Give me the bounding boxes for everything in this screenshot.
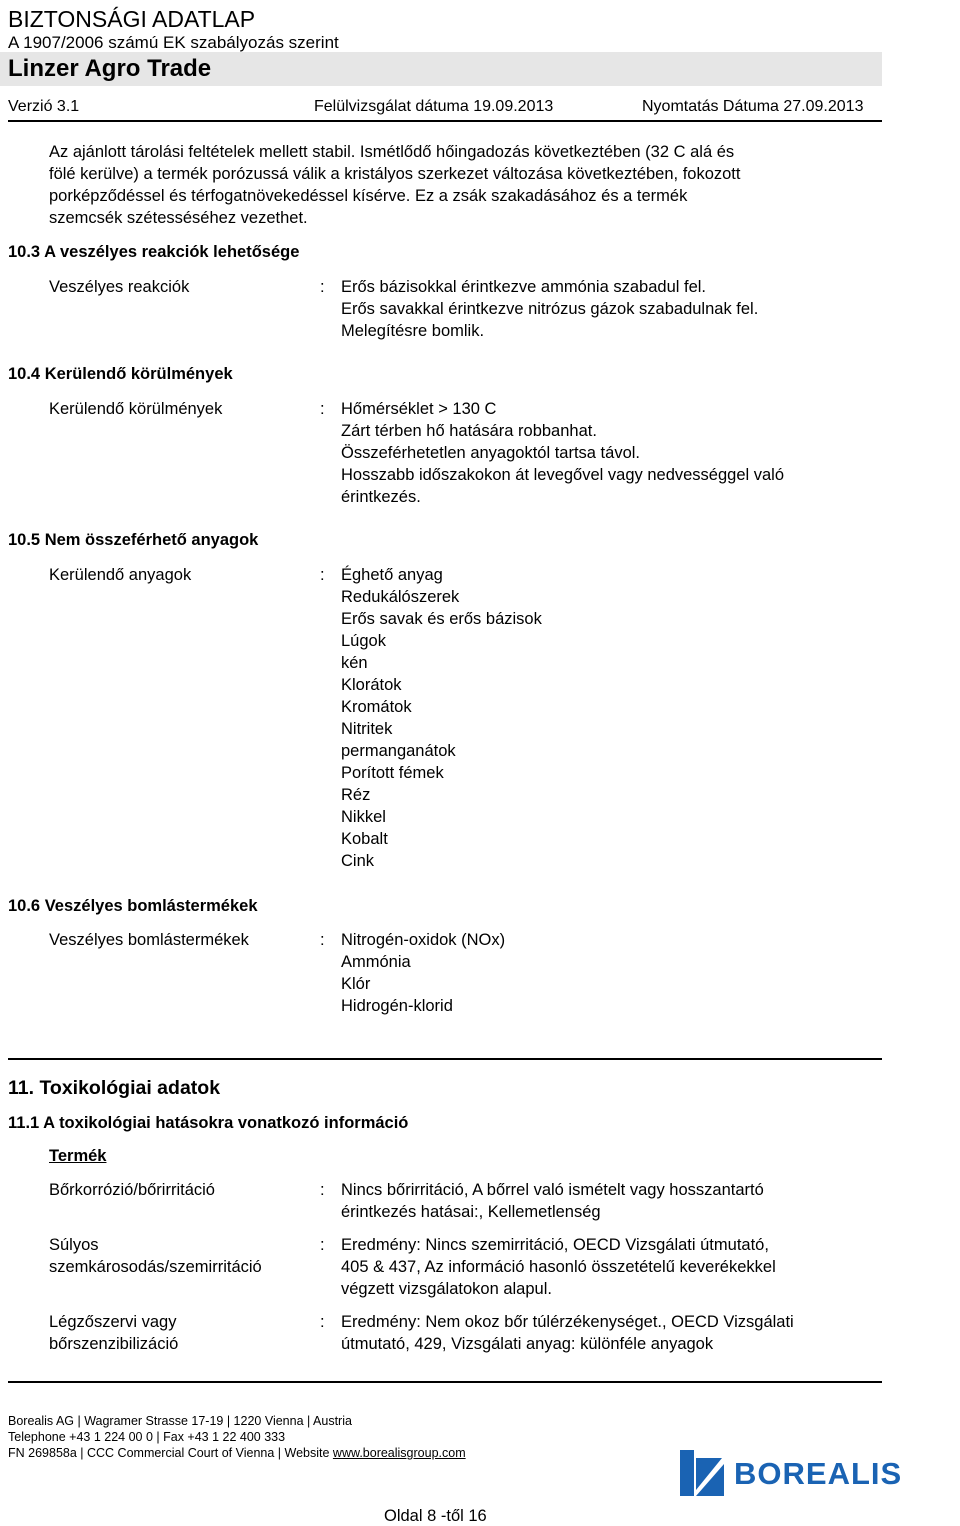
hazardous-reactions-values — [341, 276, 758, 342]
value-line: Hosszabb időszakokon át levegővel vagy nedvességgel való — [341, 466, 785, 484]
footer-contact: Telephone +43 1 224 00 0 | Fax +43 1 22 400 333 — [8, 1430, 286, 1444]
label-line: szemkárosodás/szemirritáció — [49, 1258, 262, 1276]
value-line: érintkezés. — [341, 488, 421, 506]
footer-rule — [8, 1381, 882, 1383]
field-colon: : — [320, 1236, 325, 1254]
revision-date: Felülvizsgálat dátuma 19.09.2013 — [314, 98, 554, 115]
stability-paragraph — [49, 141, 879, 229]
conditions-to-avoid-label: Kerülendő körülmények — [49, 400, 223, 418]
value-line: végzett vizsgálatokon alapul. — [341, 1280, 552, 1298]
decomposition-products-values — [341, 929, 505, 1017]
hazardous-reactions-label: Veszélyes reakciók — [49, 278, 190, 296]
value-line: Redukálószerek — [341, 588, 460, 606]
skin-corrosion-label — [49, 1179, 215, 1201]
value-line: kén — [341, 654, 368, 672]
value-line: útmutató, 429, Vizsgálati anyag: különféle anyagok — [341, 1335, 714, 1353]
paragraph-line: szemcsék szétesséséhez vezethet. — [49, 209, 308, 227]
value-line: Eredmény: Nem okoz bőr túlérzékenységet., OECD Vizsgálati — [341, 1313, 794, 1331]
value-line: Erős savak és erős bázisok — [341, 610, 542, 628]
label-line: Bőrkorrózió/bőrirritáció — [49, 1181, 215, 1199]
document-title: BIZTONSÁGI ADATLAP — [8, 6, 256, 32]
conditions-to-avoid-values — [341, 398, 784, 508]
field-colon: : — [320, 278, 325, 296]
incompatible-materials-values — [341, 564, 542, 872]
sensitisation-label — [49, 1311, 178, 1355]
value-line: Cink — [341, 852, 375, 870]
field-colon: : — [320, 1313, 325, 1331]
footer-registry — [8, 1445, 466, 1461]
section-11-1-heading: 11.1 A toxikológiai hatásokra vonatkozó információ — [8, 1114, 409, 1132]
value-line: Nitrogén-oxidok (NOx) — [341, 931, 506, 949]
borealis-mark-icon — [680, 1450, 724, 1496]
value-line: permanganátok — [341, 742, 456, 760]
value-line: Nikkel — [341, 808, 386, 826]
eye-damage-label — [49, 1234, 262, 1278]
page-number: Oldal 8 -től 16 — [384, 1507, 487, 1525]
skin-corrosion-value — [341, 1179, 764, 1223]
company-bar — [0, 52, 882, 86]
value-line: Éghető anyag — [341, 566, 443, 584]
value-line: Erős bázisokkal érintkezve ammónia szabadul fel. — [341, 278, 707, 296]
product-label: Termék — [49, 1147, 107, 1165]
header-rule — [8, 120, 882, 122]
borealis-logo — [680, 1449, 954, 1497]
footer-registry-text: FN 269858a | CCC Commercial Court of Vienna | Website — [8, 1446, 333, 1460]
company-name: Linzer Agro Trade — [8, 55, 212, 82]
version-label: Verzió 3.1 — [8, 98, 80, 115]
label-line: Légzőszervi vagy — [49, 1313, 177, 1331]
value-line: Réz — [341, 786, 371, 804]
value-line: Hőmérséklet > 130 C — [341, 400, 497, 418]
logo-wordmark: BOREALIS — [734, 1456, 903, 1491]
value-line: Összeférhetetlen anyagoktól tartsa távol. — [341, 444, 640, 462]
eye-damage-value — [341, 1234, 776, 1300]
label-line: bőrszenzibilizáció — [49, 1335, 179, 1353]
value-line: érintkezés hatásai:, Kellemetlenség — [341, 1203, 601, 1221]
section-10-5-heading: 10.5 Nem összeférhető anyagok — [8, 531, 259, 549]
paragraph-line: Az ajánlott tárolási feltételek mellett stabil. Ismétlődő hőingadozás következtében (32 C alá és — [49, 143, 735, 161]
field-colon: : — [320, 931, 325, 949]
incompatible-materials-label: Kerülendő anyagok — [49, 566, 192, 584]
value-line: Nitritek — [341, 720, 393, 738]
value-line: Kromátok — [341, 698, 412, 716]
sensitisation-value — [341, 1311, 794, 1355]
section-11-heading: 11. Toxikológiai adatok — [8, 1077, 221, 1099]
print-date: Nyomtatás Dátuma 27.09.2013 — [642, 98, 864, 115]
label-line: Súlyos — [49, 1236, 99, 1254]
document-subtitle: A 1907/2006 számú EK szabályozás szerint — [8, 33, 339, 52]
value-line: Kobalt — [341, 830, 388, 848]
section-10-4-heading: 10.4 Kerülendő körülmények — [8, 365, 233, 383]
value-line: Melegítésre bomlik. — [341, 322, 485, 340]
website-link[interactable]: www.borealisgroup.com — [332, 1446, 466, 1460]
section-10-6-heading: 10.6 Veszélyes bomlástermékek — [8, 897, 258, 915]
paragraph-line: fölé kerülve) a termék porózussá válik a kristályos szerkezet változása következtében, fokozott — [49, 165, 741, 183]
value-line: Zárt térben hő hatására robbanhat. — [341, 422, 597, 440]
section-10-3-heading: 10.3 A veszélyes reakciók lehetősége — [8, 243, 300, 261]
value-line: Klorátok — [341, 676, 402, 694]
field-colon: : — [320, 400, 325, 418]
value-line: Porított fémek — [341, 764, 444, 782]
value-line: Lúgok — [341, 632, 386, 650]
paragraph-line: porképződéssel és térfogatnövekedéssel kísérve. Ez a zsák szakadásához és a termék — [49, 187, 688, 205]
field-colon: : — [320, 1181, 325, 1199]
decomposition-products-label: Veszélyes bomlástermékek — [49, 931, 249, 949]
value-line: Klór — [341, 975, 371, 993]
field-colon: : — [320, 566, 325, 584]
value-line: Nincs bőrirritáció, A bőrrel való ismételt vagy hosszantartó — [341, 1181, 764, 1199]
value-line: Ammónia — [341, 953, 411, 971]
section-rule — [8, 1058, 882, 1060]
value-line: Hidrogén-klorid — [341, 997, 453, 1015]
value-line: 405 & 437, Az információ hasonló összetételű keverékekkel — [341, 1258, 776, 1276]
value-line: Erős savakkal érintkezve nitrózus gázok szabadulnak fel. — [341, 300, 759, 318]
value-line: Eredmény: Nincs szemirritáció, OECD Vizsgálati útmutató, — [341, 1236, 769, 1254]
footer-address: Borealis AG | Wagramer Strasse 17-19 | 1220 Vienna | Austria — [8, 1414, 352, 1428]
